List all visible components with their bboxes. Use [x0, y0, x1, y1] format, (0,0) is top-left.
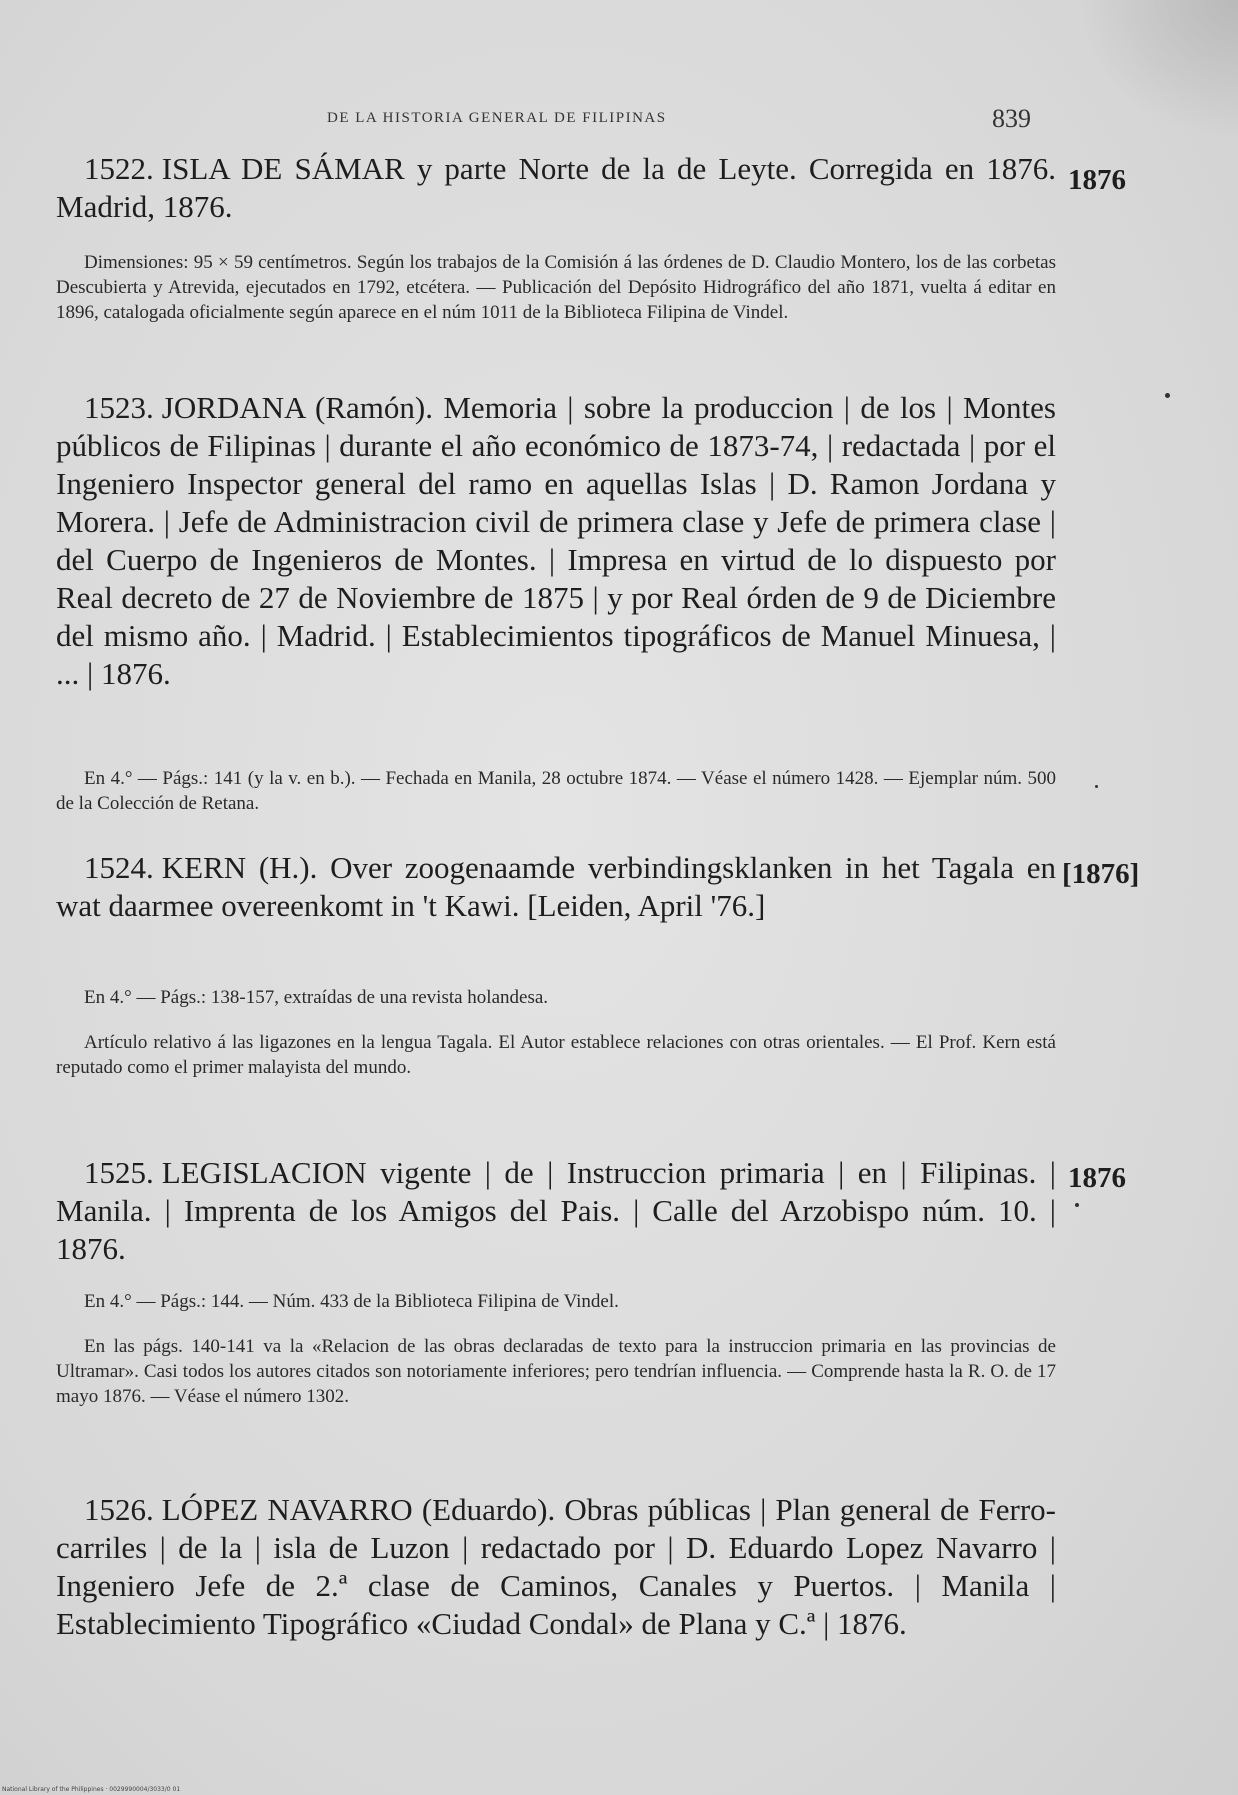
entry-title: ISLA DE SÁMAR y parte Norte de la de Leyte. Corregida en 1876. Madrid, 1876.: [56, 151, 1056, 224]
entry-year: 1876: [1068, 164, 1126, 196]
ink-speck: [1095, 785, 1098, 788]
ink-speck: [1165, 393, 1170, 398]
entry-number: 1525.: [84, 1155, 154, 1190]
entry-note: [56, 250, 1056, 325]
entry-title: KERN (H.). Over zoogenaamde verbindingsklanken in het Tagala en wat daarmee overeenkomt in 't Kawi. [Leiden, April '76.]: [56, 850, 1056, 923]
entry-year: 1876: [1068, 1162, 1126, 1194]
entry-note: [56, 1334, 1056, 1409]
entry-heading: [56, 1154, 1056, 1268]
entry-number: 1526.: [84, 1492, 154, 1527]
entry-number: 1522.: [84, 151, 154, 186]
entry-year: [1876]: [1062, 858, 1140, 890]
entry-heading: [56, 150, 1056, 226]
entry-heading: [56, 1491, 1056, 1643]
entry-title: LÓPEZ NAVARRO (Eduardo). Obras públicas | Plan general de Ferro-carriles | de la | isla de Luzon | redactado por | D. Eduardo Lopez Navarro | Ingeniero Jefe de 2.ª clase de Caminos, Canales y Puertos. | Manila | Establecimiento Tipográfico «Ciudad Condal» de Plana y C.ª | 1876.: [56, 1492, 1056, 1641]
ink-speck: [1075, 1203, 1079, 1207]
entry-number: 1524.: [84, 850, 154, 885]
entry-title: JORDANA (Ramón). Memoria | sobre la produccion | de los | Montes públicos de Filipinas | durante el año económico de 1873-74, | redactada | por el Ingeniero Inspector general del ramo en aquellas Islas | D. Ramon Jordana y Morera. | Jefe de Administracion civil de primera clase y Jefe de primera clase | del Cuerpo de Ingenieros de Montes. | Impresa en virtud de lo dispuesto por Real decreto de 27 de Noviembre de 1875 | y por Real órden de 9 de Diciembre del mismo año. | Madrid. | Establecimientos tipográficos de Manuel Minuesa, | ... | 1876.: [56, 390, 1056, 691]
note-text: En 4.° — Págs.: 138-157, extraídas de una revista holandesa.: [84, 987, 549, 1008]
entry-number: 1523.: [84, 390, 154, 425]
entry-heading: [56, 849, 1056, 925]
entry-title: LEGISLACION vigente | de | Instruccion primaria | en | Filipinas. | Manila. | Imprenta de los Amigos del Pais. | Calle del Arzobispo núm. 10. | 1876.: [56, 1155, 1056, 1266]
entry-note: [56, 766, 1056, 816]
entry-note: [56, 985, 1056, 1010]
note-text: Artículo relativo á las ligazones en la lengua Tagala. El Autor establece relaciones con otras orientales. — El Prof. Kern está reputado como el primer malayista del mundo.: [56, 1032, 1056, 1078]
page-number: 839: [992, 104, 1031, 133]
entry-heading: [56, 389, 1056, 693]
entry-note: [56, 1030, 1056, 1080]
scan-credit: National Library of the Philippines · 0029990004/3033/0 01: [2, 1786, 181, 1793]
entry-note: [56, 1289, 1056, 1314]
note-text: Dimensiones: 95 × 59 centímetros. Según los trabajos de la Comisión á las órdenes de D. Claudio Montero, los de las corbetas Descubierta y Atrevida, ejecutados en 1792, etcétera. — Publicación del Depósito Hidrográfico del año 1871, vuelta á editar en 1896, catalogada oficialmente según aparece en el núm 1011 de la Biblioteca Filipina de Vindel.: [56, 252, 1056, 323]
running-title: DE LA HISTORIA GENERAL DE FILIPINAS: [327, 110, 667, 126]
page-header: [0, 104, 1238, 144]
note-text: En las págs. 140-141 va la «Relacion de las obras declaradas de texto para la instruccion primaria en las provincias de Ultramar». Casi todos los autores citados son notoriamente inferiores; pero tendrían influencia. — Comprende hasta la R. O. de 17 mayo 1876. — Véase el número 1302.: [56, 1336, 1056, 1407]
note-text: En 4.° — Págs.: 141 (y la v. en b.). — Fechada en Manila, 28 octubre 1874. — Véase el número 1428. — Ejemplar núm. 500 de la Colección de Retana.: [56, 768, 1056, 814]
note-text: En 4.° — Págs.: 144. — Núm. 433 de la Biblioteca Filipina de Vindel.: [84, 1291, 619, 1312]
